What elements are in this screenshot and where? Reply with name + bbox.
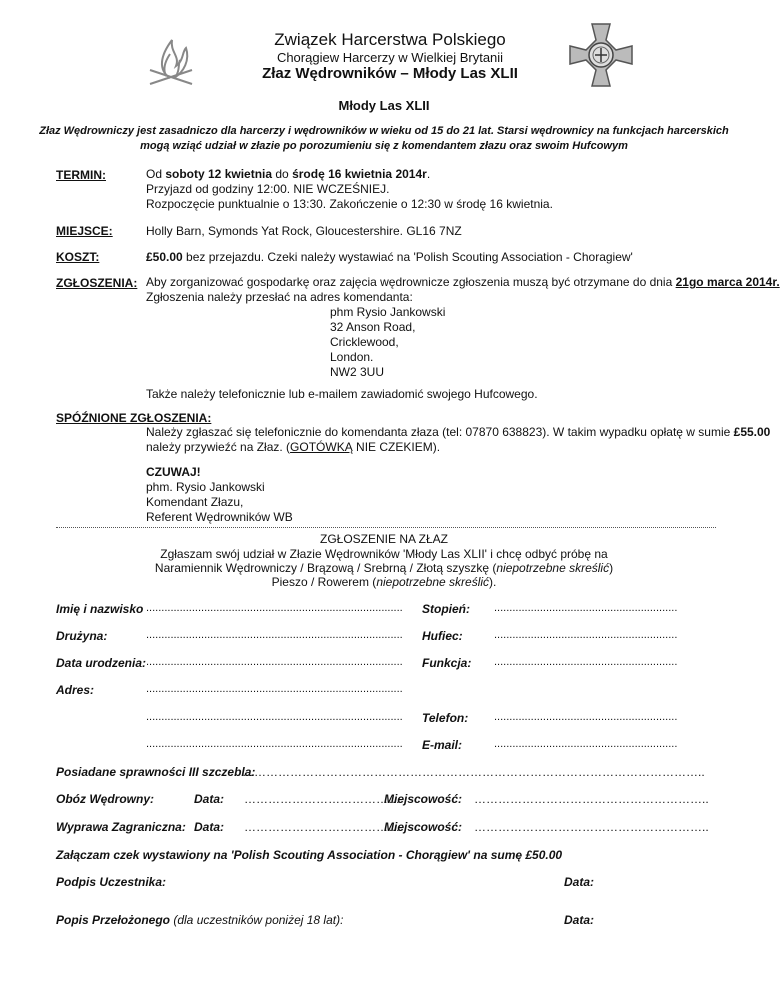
camp-place-field[interactable]: ………………………………………………….. bbox=[474, 792, 709, 806]
address-line: London. bbox=[330, 350, 374, 364]
skills-field[interactable]: …………………………………………………………………………………………………….. bbox=[242, 765, 705, 779]
termin-start: soboty 12 kwietnia bbox=[165, 167, 273, 181]
dob-label: Data urodzenia: bbox=[56, 656, 147, 670]
termin-line-3: Rozpoczęcie punktualnie o 13:30. Zakończenie o 12:30 w środę 16 kwietnia. bbox=[146, 197, 553, 211]
form-strike-note-2: niepotrzebne skreślić bbox=[376, 575, 490, 589]
miejsce-value: Holly Barn, Symonds Yat Rock, Gloucestershire. GL16 7NZ bbox=[146, 224, 462, 238]
superior-label: Popis Przełożonego bbox=[56, 913, 171, 927]
zgloszenia-line-1 bbox=[146, 275, 780, 290]
form-badges: Naramiennik Wędrowniczy / Brązową / Srebrną / Złotą szyszkę ( bbox=[154, 561, 497, 575]
termin-label: TERMIN: bbox=[56, 168, 106, 182]
termin-dot: . bbox=[426, 167, 431, 181]
event-name: Złaz Wędrowników – Młody Las XLII bbox=[262, 65, 518, 82]
skills-label: Posiadane sprawności III szczebla: bbox=[56, 765, 256, 779]
termin-line-1 bbox=[146, 167, 430, 182]
email-label: E-mail: bbox=[422, 738, 463, 752]
cut-line bbox=[56, 527, 716, 528]
trip-place-field[interactable]: ………………………………………………….. bbox=[474, 820, 709, 834]
phone-field[interactable]: ............................................................ bbox=[494, 711, 678, 723]
camp-place-label: Miejscowość: bbox=[384, 792, 463, 806]
trip-place-label: Miejscowość: bbox=[384, 820, 463, 834]
participant-date-label: Data: bbox=[564, 875, 595, 889]
late-line-1 bbox=[146, 425, 770, 440]
trip-date-label: Data: bbox=[194, 820, 225, 834]
koszt-amount: £50.00 bbox=[146, 250, 183, 264]
rank-field[interactable]: ............................................................ bbox=[494, 602, 678, 614]
form-intro-1: Zgłaszam swój udział w Złazie Wędrowników 'Młody Las XLII' i chcę odbyć próbę na bbox=[160, 547, 608, 561]
signoff-name: phm. Rysio Jankowski bbox=[146, 480, 265, 494]
cheque-note: Załączam czek wystawiony na 'Polish Scouting Association - Chorągiew' na sumę £50.00 bbox=[56, 848, 563, 862]
koszt-value bbox=[146, 250, 633, 264]
late-text-2: należy przywieźć na Złaz. ( bbox=[146, 440, 291, 454]
team-field[interactable]: .................................................................................... bbox=[146, 629, 403, 641]
address-field-3[interactable]: .................................................................................... bbox=[146, 738, 403, 750]
superior-date-label: Data: bbox=[564, 913, 595, 927]
late-amount: £55.00 bbox=[733, 425, 771, 439]
intro-line-1: Złaz Wędrowniczy jest zasadniczo dla harcerzy i wędrowników w wieku od 15 do 21 lat. Starsi wędrownicy na funkcjach harcerskich bbox=[39, 125, 729, 137]
form-intro-3 bbox=[0, 575, 768, 590]
form-intro-2 bbox=[0, 561, 768, 576]
signoff-czuwaj: CZUWAJ! bbox=[146, 465, 201, 479]
form-strike-note: niepotrzebne skreślić bbox=[496, 561, 610, 575]
camp-label: Obóz Wędrowny: bbox=[56, 792, 154, 806]
zgloszenia-deadline: 21go marca 2014r. bbox=[675, 275, 780, 289]
late-text-3: NIE CZEKIEM). bbox=[352, 440, 441, 454]
scout-cross-emblem bbox=[568, 22, 634, 91]
superior-signature-label bbox=[56, 913, 343, 927]
role-label: Funkcja: bbox=[422, 656, 472, 670]
miejsce-label: MIEJSCE: bbox=[56, 224, 113, 238]
form-paren: ) bbox=[609, 561, 614, 575]
address-label: Adres: bbox=[56, 683, 95, 697]
org-subtitle: Chorągiew Harcerzy w Wielkiej Brytanii bbox=[276, 50, 504, 65]
intro-line-2: mogą wziąć udział w złazie po porozumieniu się z komendantem złazu oraz swoim Hufcowym bbox=[140, 140, 628, 152]
signoff-role: Komendant Złazu, bbox=[146, 495, 244, 509]
participant-signature-label: Podpis Uczestnika: bbox=[56, 875, 167, 889]
hufiec-label: Hufiec: bbox=[422, 629, 463, 643]
team-label: Drużyna: bbox=[56, 629, 108, 643]
email-field[interactable]: ............................................................ bbox=[494, 738, 678, 750]
form-paren-2: ). bbox=[489, 575, 497, 589]
late-cash: GOTÓWKĄ bbox=[290, 440, 353, 454]
hufiec-field[interactable]: ............................................................ bbox=[494, 629, 678, 641]
termin-prefix: Od bbox=[146, 167, 166, 181]
page-title: Młody Las XLII bbox=[338, 98, 430, 113]
address-field-2[interactable]: .................................................................................... bbox=[146, 711, 403, 723]
address-line: Cricklewood, bbox=[330, 335, 399, 349]
zgloszenia-line-2: Zgłoszenia należy przesłać na adres komendanta: bbox=[146, 290, 413, 304]
org-name: Związek Harcerstwa Polskiego bbox=[274, 30, 506, 49]
koszt-rest: bez przejazdu. Czeki należy wystawiać na 'Polish Scouting Association - Choragiew' bbox=[182, 250, 633, 264]
koszt-label: KOSZT: bbox=[56, 250, 100, 264]
late-label: SPÓŹNIONE ZGŁOSZENIA: bbox=[56, 411, 212, 425]
trip-label: Wyprawa Zagraniczna: bbox=[56, 820, 186, 834]
zgloszenia-label: ZGŁOSZENIA: bbox=[56, 276, 138, 290]
phone-label: Telefon: bbox=[422, 711, 469, 725]
address-line: NW2 3UU bbox=[330, 365, 385, 379]
role-field[interactable]: ............................................................ bbox=[494, 656, 678, 668]
form-mode: Pieszo / Rowerem ( bbox=[271, 575, 377, 589]
termin-line-2: Przyjazd od godziny 12:00. NIE WCZEŚNIEJ. bbox=[146, 182, 390, 196]
name-label: Imię i nazwisko bbox=[56, 602, 144, 616]
termin-end: środę 16 kwietnia 2014r bbox=[292, 167, 427, 181]
flame-logo bbox=[140, 30, 202, 91]
dob-field[interactable]: .................................................................................... bbox=[146, 656, 403, 668]
rank-label: Stopień: bbox=[422, 602, 470, 616]
camp-date-label: Data: bbox=[194, 792, 225, 806]
trip-date-field[interactable]: ………………………………… bbox=[244, 820, 400, 834]
zgloszenia-note: Także należy telefonicznie lub e-mailem zawiadomić swojego Hufcowego. bbox=[146, 387, 538, 401]
address-line: phm Rysio Jankowski bbox=[330, 305, 446, 319]
name-field[interactable]: .................................................................................... bbox=[146, 602, 403, 614]
superior-note: (dla uczestników poniżej 18 lat): bbox=[170, 913, 344, 927]
zgloszenia-text: Aby zorganizować gospodarkę oraz zajęcia wędrownicze zgłoszenia muszą być otrzymane do dnia bbox=[146, 275, 676, 289]
signoff-role-2: Referent Wędrowników WB bbox=[146, 510, 293, 524]
termin-mid: do bbox=[272, 167, 293, 181]
form-title: ZGŁOSZENIE NA ZŁAZ bbox=[319, 532, 449, 546]
camp-date-field[interactable]: ………………………………… bbox=[244, 792, 400, 806]
late-text: Należy zgłaszać się telefonicznie do komendanta złaza (tel: 07870 638823). W takim wypadku opłatę w sumie bbox=[146, 425, 734, 439]
address-line: 32 Anson Road, bbox=[330, 320, 416, 334]
late-line-2 bbox=[146, 440, 440, 455]
address-field-1[interactable]: .................................................................................... bbox=[146, 683, 403, 695]
